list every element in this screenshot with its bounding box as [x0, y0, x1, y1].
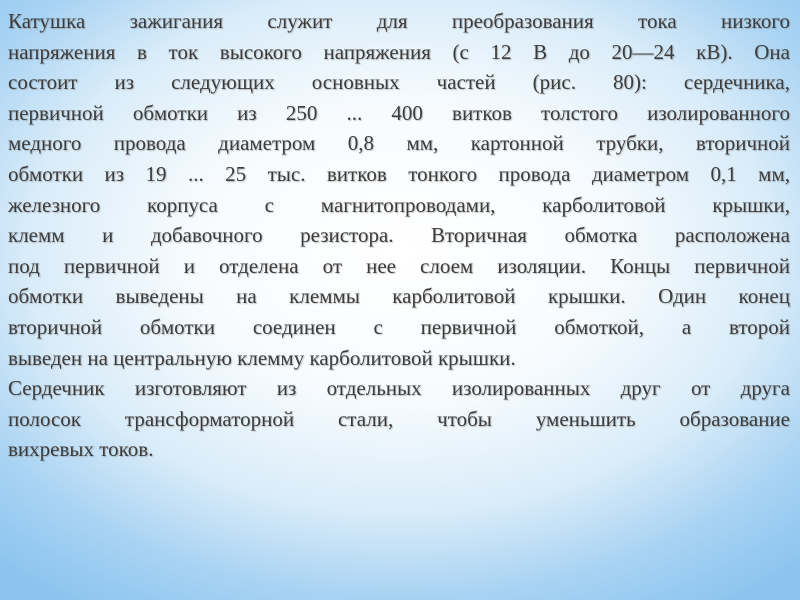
text-line: под первичной и отделена от нее слоем изоляции. Концы первичной	[8, 253, 790, 278]
text-line: первичной обмотки из 250 ... 400 витков толстого изолированного	[8, 100, 790, 125]
text-line: полосок трансформаторной стали, чтобы уменьшить образование	[8, 406, 790, 431]
text-line: выведен на центральную клемму карболитовой крышки.	[8, 345, 516, 370]
text-line: вторичной обмотки соединен с первичной обмоткой, а второй	[8, 314, 790, 339]
text-line: напряжения в ток высокого напряжения (с 12 В до 20—24 кВ). Она	[8, 39, 790, 64]
text-line: Катушка зажигания служит для преобразования тока низкого	[8, 9, 790, 33]
text-line: Сердечник изготовляют из отдельных изолированных друг от друга	[8, 376, 790, 401]
text-line: обмотки выведены на клеммы карболитовой крышки. Один конец	[8, 284, 790, 309]
text-line: состоит из следующих основных частей (рис. 80): сердечника,	[8, 70, 790, 95]
text-line: вихревых токов.	[8, 437, 154, 462]
slide-text	[8, 6, 790, 465]
text-line: железного корпуса с магнитопроводами, карболитовой крышки,	[8, 192, 790, 217]
text-line: медного провода диаметром 0,8 мм, картонной трубки, вторичной	[8, 131, 790, 156]
paragraph-core	[8, 373, 790, 465]
paragraph-ignition-coil	[8, 6, 790, 373]
text-line: обмотки из 19 ... 25 тыс. витков тонкого провода диаметром 0,1 мм,	[8, 161, 790, 186]
text-line: клемм и добавочного резистора. Вторичная обмотка расположена	[8, 223, 790, 248]
